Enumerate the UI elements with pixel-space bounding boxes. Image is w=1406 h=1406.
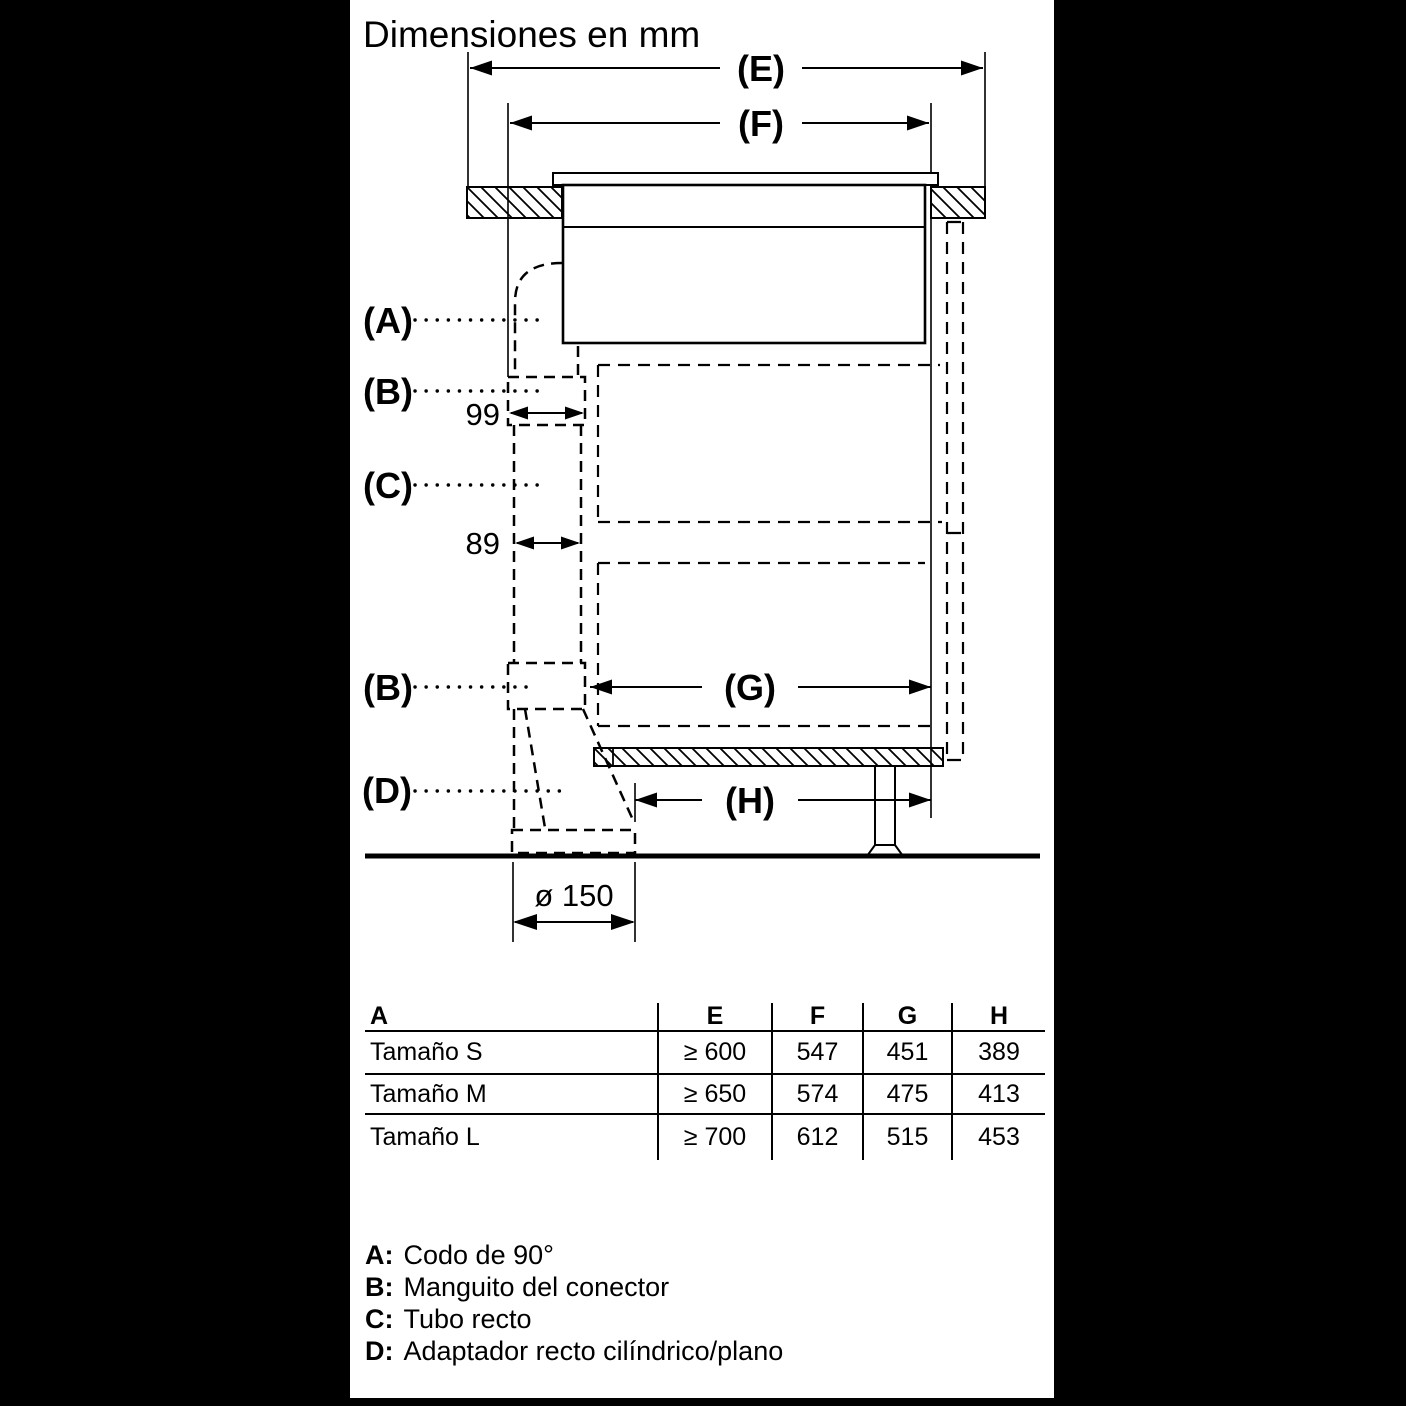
dimensions-table bbox=[365, 1003, 1045, 1160]
table-cell: ≥ 600 bbox=[657, 1032, 771, 1075]
table-cell: 612 bbox=[771, 1115, 862, 1160]
table-cell: ≥ 700 bbox=[657, 1115, 771, 1160]
legend-item-a bbox=[365, 1239, 783, 1271]
dimension-99-label: 99 bbox=[465, 397, 500, 432]
dimension-99 bbox=[509, 407, 584, 420]
table-header-e: E bbox=[657, 1003, 771, 1032]
legend-item-d bbox=[365, 1335, 783, 1367]
table-cell: 515 bbox=[862, 1115, 951, 1160]
legend-key: B: bbox=[365, 1272, 394, 1302]
technical-drawing bbox=[350, 0, 1054, 1406]
dimension-89-label: 89 bbox=[465, 526, 500, 561]
part-label-b-bottom: (B) bbox=[363, 667, 413, 708]
table-cell: 453 bbox=[951, 1115, 1045, 1160]
legend-item-b bbox=[365, 1271, 783, 1303]
cabinet-bottom-shelf bbox=[594, 748, 943, 766]
dimension-h-label: (H) bbox=[725, 780, 775, 821]
table-row-label: Tamaño S bbox=[365, 1032, 657, 1075]
legend-text: Tubo recto bbox=[403, 1304, 532, 1334]
connector-sleeve-bottom bbox=[508, 663, 585, 709]
legend-text: Adaptador recto cilíndrico/plano bbox=[403, 1336, 784, 1366]
legend bbox=[365, 1239, 783, 1367]
cabinet-leg bbox=[867, 766, 903, 856]
connector-sleeve-top bbox=[508, 377, 585, 425]
legend-key: A: bbox=[365, 1240, 394, 1270]
table-header-a: A bbox=[365, 1003, 657, 1032]
flat-adapter-outline bbox=[512, 709, 635, 853]
table-cell: 547 bbox=[771, 1032, 862, 1075]
dimension-e-label: (E) bbox=[737, 48, 785, 89]
diagram-title: Dimensiones en mm bbox=[363, 14, 701, 55]
table-cell: 413 bbox=[951, 1075, 1045, 1115]
rear-duct-channel bbox=[947, 222, 963, 760]
content-area bbox=[350, 0, 1054, 1398]
table-cell: 574 bbox=[771, 1075, 862, 1115]
dimension-89 bbox=[515, 537, 580, 550]
dimension-g-label: (G) bbox=[724, 667, 776, 708]
legend-item-c bbox=[365, 1303, 783, 1335]
table-cell: 451 bbox=[862, 1032, 951, 1075]
dimension-diameter-label: ø 150 bbox=[534, 878, 614, 913]
table-cell: 475 bbox=[862, 1075, 951, 1115]
dimension-h bbox=[635, 783, 931, 822]
table-cell: 389 bbox=[951, 1032, 1045, 1075]
legend-text: Manguito del conector bbox=[403, 1272, 670, 1302]
bottom-black-bar bbox=[0, 1398, 1406, 1406]
legend-key: D: bbox=[365, 1336, 394, 1366]
legend-text: Codo de 90° bbox=[403, 1240, 554, 1270]
dimension-f-label: (F) bbox=[738, 103, 784, 144]
table-header-f: F bbox=[771, 1003, 862, 1032]
table-header-g: G bbox=[862, 1003, 951, 1032]
part-label-b-top: (B) bbox=[363, 371, 413, 412]
table-row-label: Tamaño L bbox=[370, 1123, 480, 1151]
table-header-h: H bbox=[951, 1003, 1045, 1032]
part-label-c: (C) bbox=[363, 465, 413, 506]
table-row-label: Tamaño M bbox=[365, 1075, 657, 1115]
table-cell: ≥ 650 bbox=[657, 1075, 771, 1115]
part-label-a: (A) bbox=[363, 300, 413, 341]
legend-key: C: bbox=[365, 1304, 394, 1334]
part-label-d: (D) bbox=[362, 770, 412, 811]
hob-body bbox=[553, 173, 938, 343]
